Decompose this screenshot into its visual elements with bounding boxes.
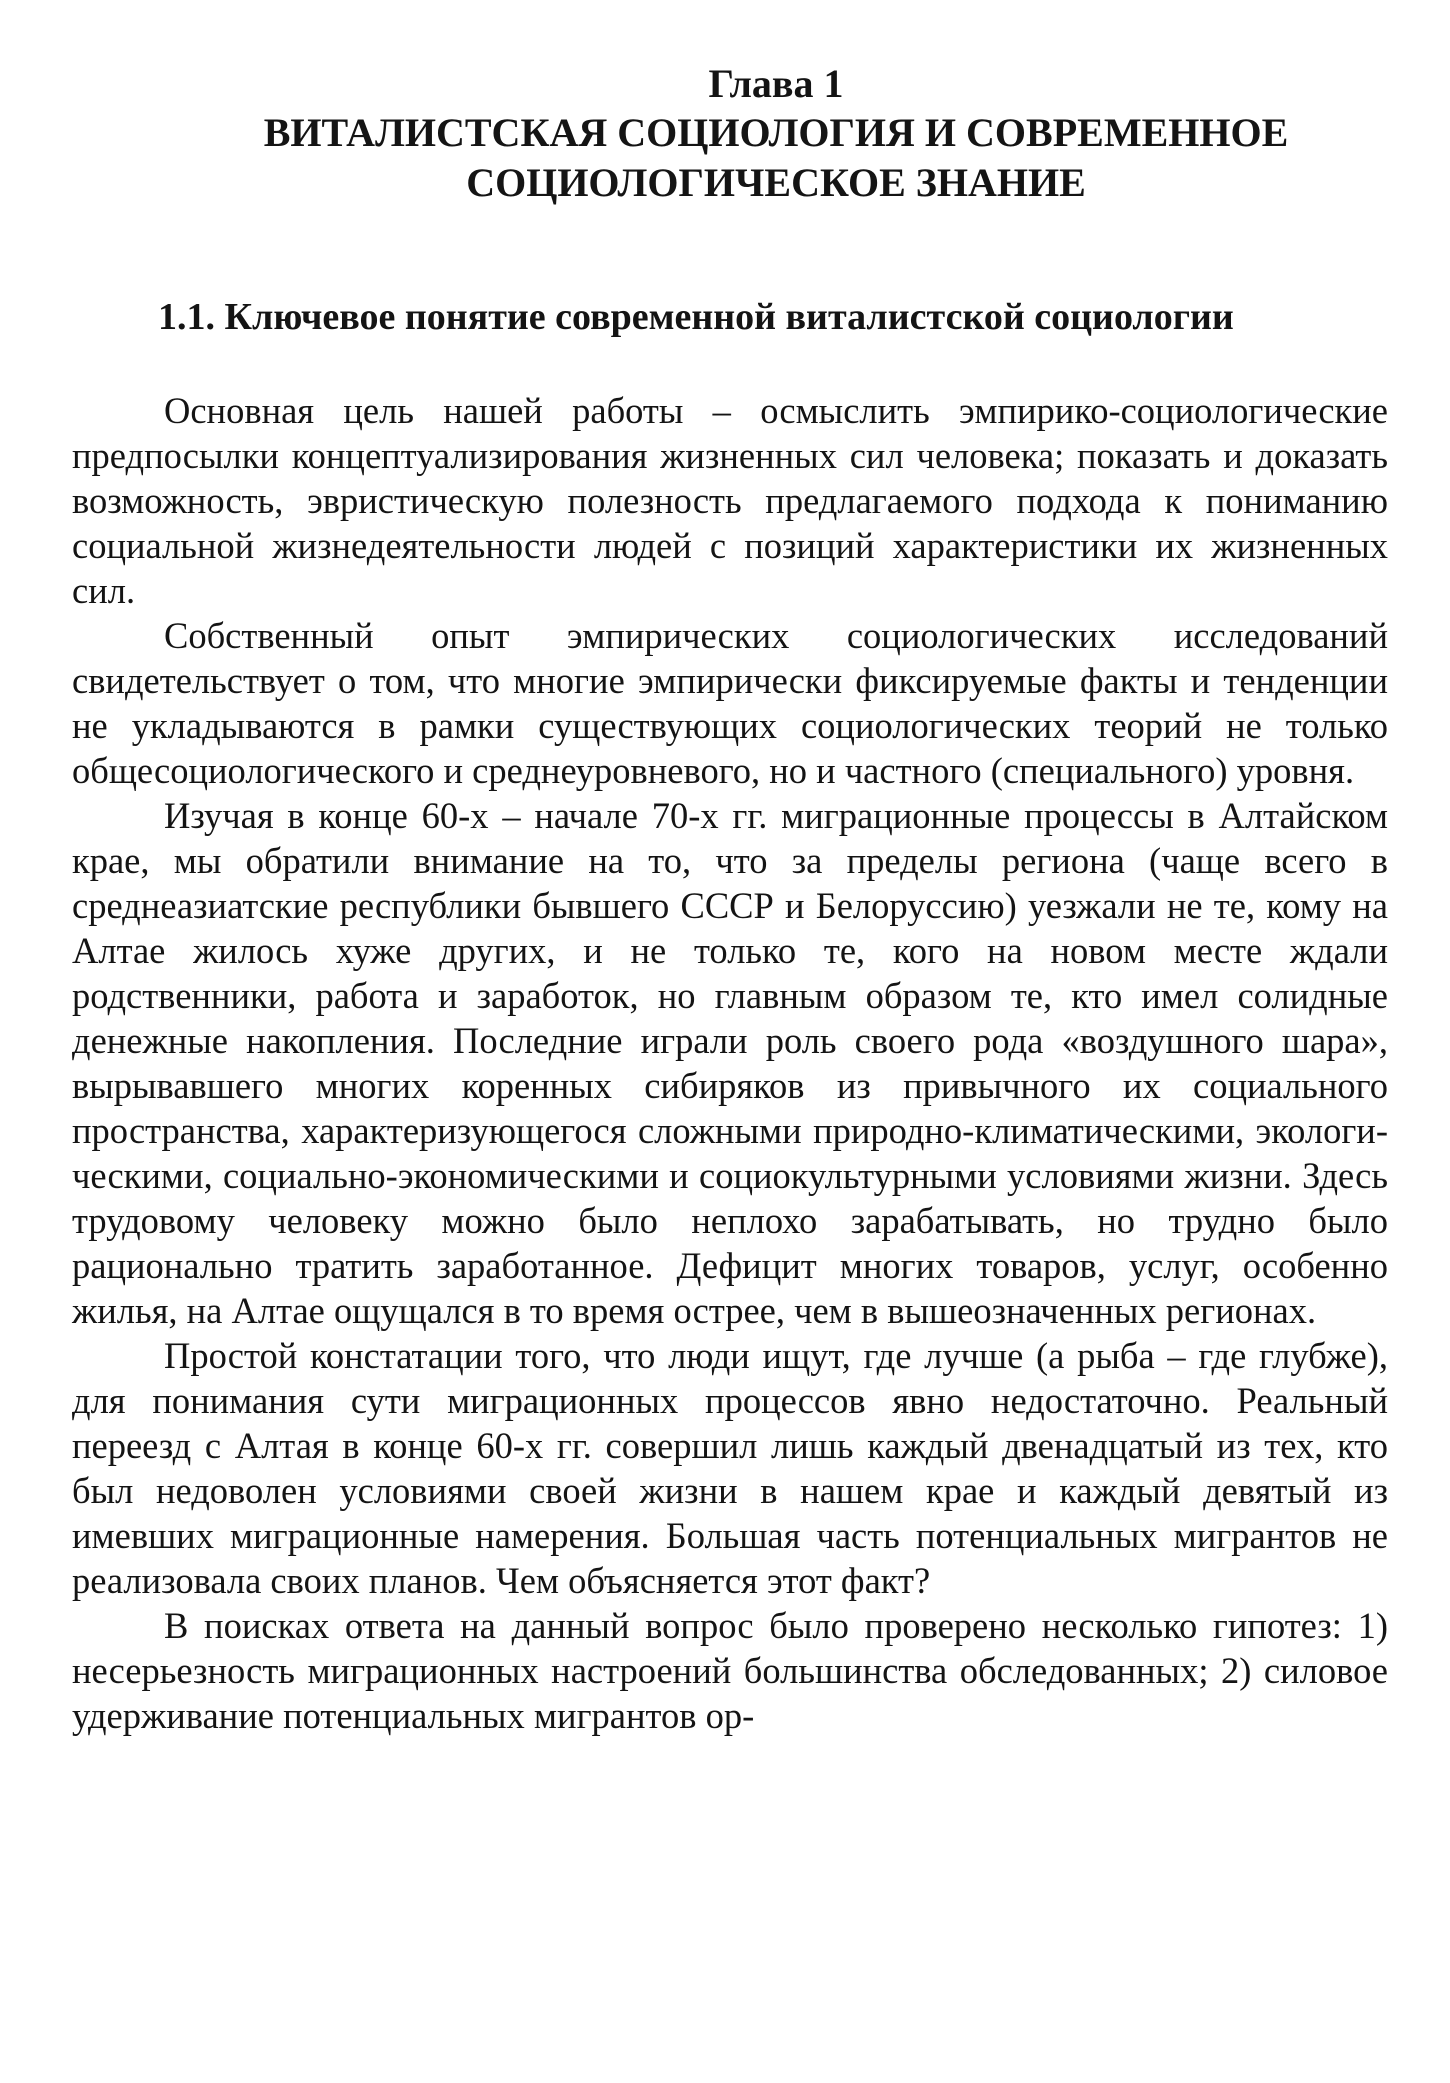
chapter-title-line-1: ВИТАЛИСТСКАЯ СОЦИОЛОГИЯ И СОВРЕМЕННОЕ (263, 110, 1289, 155)
paragraph: Собственный опыт эмпирических социологических исследований свидетельствует о том, что многие эмпирически фиксируемые факты и тенденции не укладываются в рамки существующих социологических теорий не только общесоциологического и среднеуровневого, но и частного (специального) уровня. (72, 615, 1388, 791)
paragraph: В поисках ответа на данный вопрос было проверено несколько гипотез: 1) несерьезность миграционных настроений большинства обследованных; 2) силовое удерживание потенциальных мигрантов ор- (72, 1605, 1388, 1736)
paragraph: Изучая в конце 60-х – начале 70-х гг. миграционные процессы в Алтайском крае, мы обратили внимание на то, что за пределы региона (чаще всего в среднеазиатские республики бывшего СССР и Белоруссию) уезжали не те, кому на Алтае жилось хуже других, и не только те, кого на новом месте ждали родственники, работа и заработок, но главным образом те, кто имел солидные денежные накопления. Последние играли роль своего рода «воздушного шара», вырывавшего многих коренных сибиряков из привычного их социального пространства, характеризующегося сложными природно-климатическими, экологическими, социально-экономическими и социокультурными условиями жизни. Здесь трудовому человеку можно было неплохо зарабатывать, но трудно было рационально тратить заработанное. Дефицит многих товаров, услуг, особенно жилья, на Алтае ощущался в то время острее, чем в вышеозначенных регионах. (72, 795, 1388, 1331)
paragraph: Простой констатации того, что люди ищут, где лучше (а рыба – где глубже), для понимания сути миграционных процессов явно недостаточно. Реальный переезд с Алтая в конце 60-х гг. совершил лишь каждый двенадцатый из тех, кто был недоволен условиями своей жизни в нашем крае и каждый девятый из имевших миграционные намерения. Большая часть потенциальных мигрантов не реализовала своих планов. Чем объясняется этот факт? (72, 1335, 1388, 1601)
paragraph: Основная цель нашей работы – осмыслить эмпирико-социологические предпосылки концептуализирования жизненных сил человека; показать и доказать возможность, эвристическую полезность предлагаемого подхода к пониманию социальной жизнедеятельности людей с позиций характеристики их жизненных сил. (72, 390, 1388, 611)
body-text (72, 388, 1388, 1738)
chapter-title-line-2: СОЦИОЛОГИЧЕСКОЕ ЗНАНИЕ (466, 160, 1086, 205)
document-page (72, 60, 1388, 1738)
chapter-label: Глава 1 (708, 61, 844, 106)
section-title: 1.1. Ключевое понятие современной виталистской социологии (158, 296, 1234, 338)
